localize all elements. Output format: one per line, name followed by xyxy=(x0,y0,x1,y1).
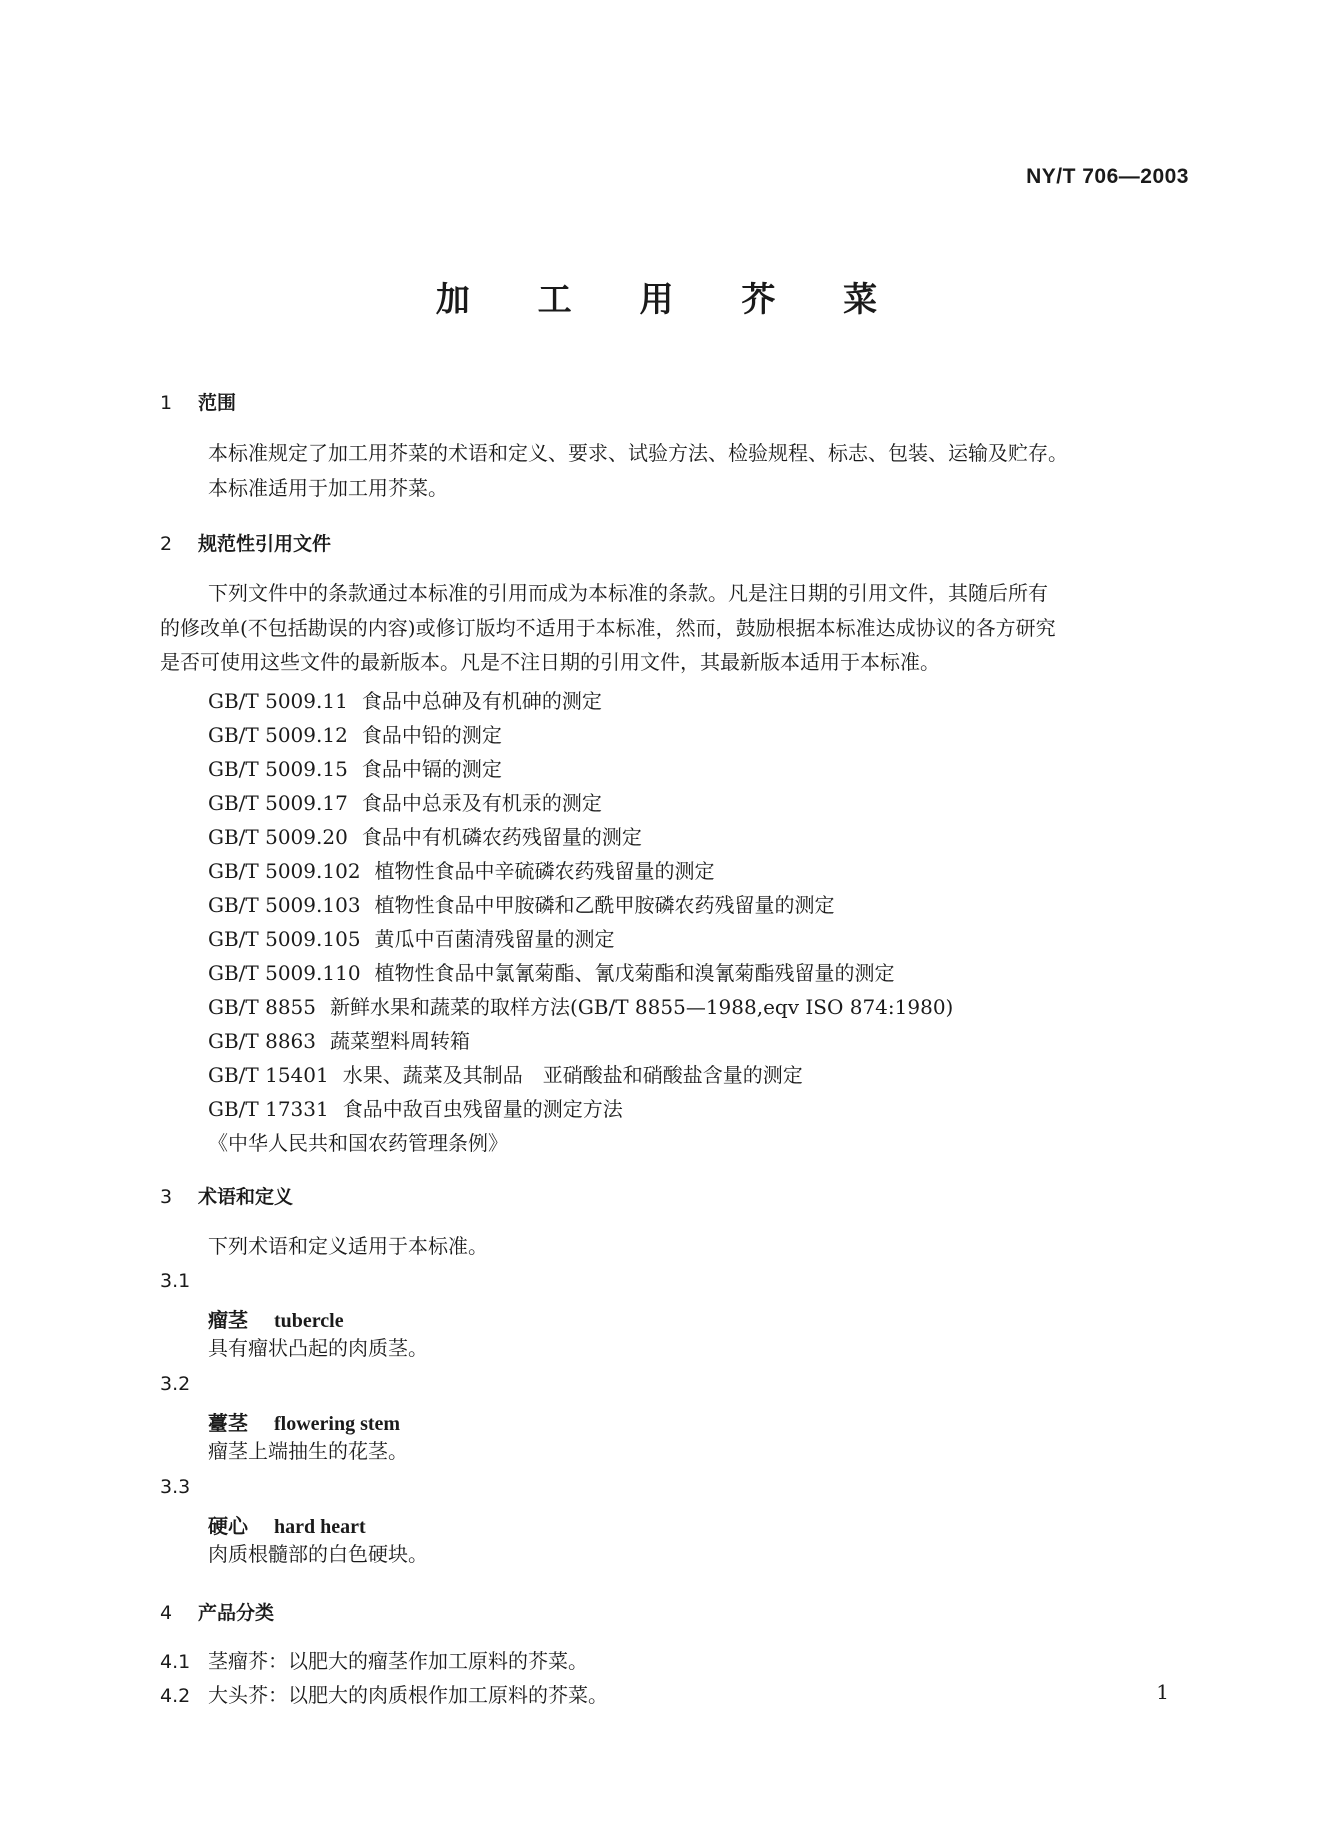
reference-code: GB/T 5009.11 xyxy=(208,689,348,713)
reference-item xyxy=(208,1025,470,1054)
reference-code: GB/T 5009.20 xyxy=(208,825,348,849)
section-title: 规范性引用文件 xyxy=(198,533,332,555)
section-heading-classification xyxy=(160,1598,274,1625)
reference-name: 蔬菜塑料周转箱 xyxy=(330,1029,471,1053)
reference-name: 黄瓜中百菌清残留量的测定 xyxy=(374,927,615,951)
section-heading-scope xyxy=(160,388,236,415)
clause-number: 3.3 xyxy=(160,1476,191,1498)
reference-code: GB/T 5009.103 xyxy=(208,893,361,917)
paragraph: 的修改单(不包括勘误的内容)或修订版均不适用于本标准，然而，鼓励根据本标准达成协议的各方研究 xyxy=(160,616,1056,640)
page-number: 1 xyxy=(1156,1680,1169,1704)
term-definition: 肉质根髓部的白色硬块。 xyxy=(208,1542,428,1566)
reference-code: GB/T 5009.15 xyxy=(208,757,348,781)
reference-name: 食品中铅的测定 xyxy=(361,723,502,747)
item-number: 4.1 xyxy=(160,1651,191,1673)
term-zh: 薹茎 xyxy=(208,1411,248,1435)
section-title: 产品分类 xyxy=(198,1602,275,1624)
term-entry xyxy=(208,1510,366,1539)
term-en: flowering stem xyxy=(274,1413,401,1435)
reference-name: 植物性食品中氯氰菊酯、氰戊菊酯和溴氰菊酯残留量的测定 xyxy=(374,961,895,985)
reference-item xyxy=(208,787,602,816)
term-definition: 具有瘤状凸起的肉质茎。 xyxy=(208,1336,428,1360)
term-zh: 硬心 xyxy=(208,1514,248,1538)
reference-item xyxy=(208,1059,803,1088)
reference-item xyxy=(208,991,953,1020)
reference-code: GB/T 5009.105 xyxy=(208,927,361,951)
section-number: 2 xyxy=(160,533,173,555)
reference-item xyxy=(208,1093,623,1122)
paragraph: 本标准规定了加工用芥菜的术语和定义、要求、试验方法、检验规程、标志、包装、运输及贮存。 xyxy=(208,441,1068,465)
reference-item xyxy=(208,957,895,986)
clause-number: 3.2 xyxy=(160,1373,191,1395)
paragraph: 下列文件中的条款通过本标准的引用而成为本标准的条款。凡是注日期的引用文件，其随后所有 xyxy=(208,581,1048,605)
section-number: 3 xyxy=(160,1186,173,1208)
term-entry xyxy=(208,1304,344,1333)
term-entry xyxy=(208,1407,400,1436)
reference-item xyxy=(208,753,502,782)
reference-name: 植物性食品中甲胺磷和乙酰甲胺磷农药残留量的测定 xyxy=(374,893,835,917)
reference-code: GB/T 8863 xyxy=(208,1029,317,1053)
paragraph: 下列术语和定义适用于本标准。 xyxy=(208,1234,488,1258)
classification-item xyxy=(160,1679,608,1708)
reference-code: GB/T 5009.102 xyxy=(208,859,361,883)
reference-code: GB/T 5009.110 xyxy=(208,961,361,985)
term-definition: 瘤茎上端抽生的花茎。 xyxy=(208,1439,408,1463)
reference-item xyxy=(208,685,602,714)
reference-item xyxy=(208,855,715,884)
clause-number: 3.1 xyxy=(160,1270,191,1292)
reference-name: 食品中有机磷农药残留量的测定 xyxy=(361,825,642,849)
section-heading-references xyxy=(160,529,331,556)
reference-name: 食品中镉的测定 xyxy=(361,757,502,781)
reference-item xyxy=(208,889,835,918)
term-en: hard heart xyxy=(274,1516,366,1538)
item-number: 4.2 xyxy=(160,1685,191,1707)
item-text: 大头芥：以肥大的肉质根作加工原料的芥菜。 xyxy=(208,1683,608,1707)
section-title: 范围 xyxy=(198,392,237,414)
reference-name: 水果、蔬菜及其制品 亚硝酸盐和硝酸盐含量的测定 xyxy=(342,1063,803,1087)
reference-name: 植物性食品中辛硫磷农药残留量的测定 xyxy=(374,859,715,883)
reference-code: GB/T 5009.12 xyxy=(208,723,348,747)
reference-code: GB/T 8855 xyxy=(208,995,317,1019)
reference-code: GB/T 5009.17 xyxy=(208,791,348,815)
reference-code: GB/T 17331 xyxy=(208,1097,329,1121)
classification-item xyxy=(160,1645,588,1674)
reference-name: 新鲜水果和蔬菜的取样方法(GB/T 8855—1988,eqv ISO 874:1980) xyxy=(330,995,954,1019)
regulation-reference: 《中华人民共和国农药管理条例》 xyxy=(208,1131,508,1155)
reference-code: GB/T 15401 xyxy=(208,1063,329,1087)
reference-name: 食品中敌百虫残留量的测定方法 xyxy=(342,1097,623,1121)
document-title: 加 工 用 芥 菜 xyxy=(435,280,906,320)
term-en: tubercle xyxy=(274,1310,344,1332)
paragraph: 本标准适用于加工用芥菜。 xyxy=(208,476,448,500)
reference-item xyxy=(208,821,642,850)
section-heading-terms xyxy=(160,1182,293,1209)
reference-name: 食品中总砷及有机砷的测定 xyxy=(361,689,602,713)
reference-item xyxy=(208,719,502,748)
reference-item xyxy=(208,923,615,952)
section-title: 术语和定义 xyxy=(198,1186,294,1208)
section-number: 4 xyxy=(160,1602,173,1624)
term-zh: 瘤茎 xyxy=(208,1308,248,1332)
item-text: 茎瘤芥：以肥大的瘤茎作加工原料的芥菜。 xyxy=(208,1649,588,1673)
paragraph: 是否可使用这些文件的最新版本。凡是不注日期的引用文件，其最新版本适用于本标准。 xyxy=(160,650,940,674)
section-number: 1 xyxy=(160,392,173,414)
standard-code: NY/T 706—2003 xyxy=(1026,165,1189,188)
reference-name: 食品中总汞及有机汞的测定 xyxy=(361,791,602,815)
